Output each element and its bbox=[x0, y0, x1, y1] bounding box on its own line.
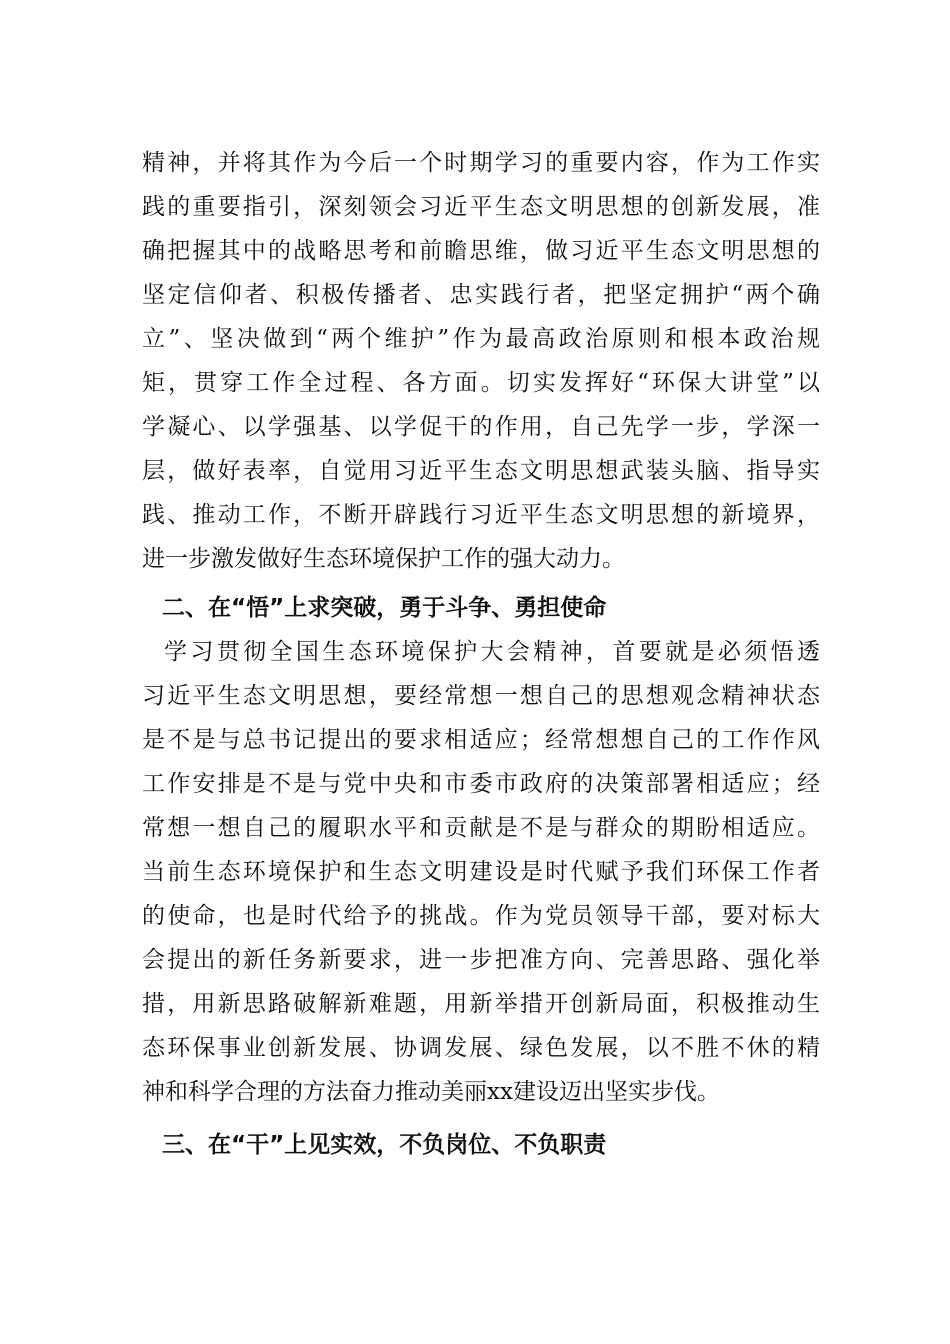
text-line: 精神，并将其作为今后一个时期学习的重要内容，作为工作实 bbox=[142, 150, 820, 176]
text-line: 践、推动工作，不断开辟践行习近平生态文明思想的新境界， bbox=[142, 502, 820, 528]
text-line: 措，用新思路破解新难题，用新举措开创新局面，积极推动生 bbox=[142, 991, 820, 1017]
text-line: 工作安排是不是与党中央和市委市政府的决策部署相适应；经 bbox=[142, 771, 820, 797]
section-heading-2: 二、在“悟”上求突破，勇于斗争、勇担使命 bbox=[162, 595, 607, 621]
text-line: 常想一想自己的履职水平和贡献是不是与群众的期盼相适应。 bbox=[142, 815, 820, 841]
text-line: 确把握其中的战略思考和前瞻思维，做习近平生态文明思想的 bbox=[142, 238, 820, 264]
document-page bbox=[142, 141, 820, 1167]
text-line: 习近平生态文明思想，要经常想一想自己的思想观念精神状态 bbox=[142, 683, 820, 709]
text-line: 坚定信仰者、积极传播者、忠实践行者，把坚定拥护“两个确 bbox=[142, 282, 820, 308]
text-line: 层，做好表率，自觉用习近平生态文明思想武装头脑、指导实 bbox=[142, 458, 820, 484]
paragraph-1 bbox=[142, 141, 820, 581]
text-line: 践的重要指引，深刻领会习近平生态文明思想的创新发展，准 bbox=[142, 194, 820, 220]
text-line: 学凝心、以学强基、以学促干的作用，自己先学一步，学深一 bbox=[142, 414, 820, 440]
text-line: 学习贯彻全国生态环境保护大会精神，首要就是必须悟透 bbox=[164, 639, 820, 665]
text-line: 立”、坚决做到“两个维护”作为最高政治原则和根本政治规 bbox=[142, 326, 820, 352]
text-line: 会提出的新任务新要求，进一步把准方向、完善思路、强化举 bbox=[142, 947, 820, 973]
paragraph-2 bbox=[142, 630, 820, 1114]
text-line: 的使命，也是时代给予的挑战。作为党员领导干部，要对标大 bbox=[142, 903, 820, 929]
section-heading-3: 三、在“干”上见实效，不负岗位、不负职责 bbox=[162, 1132, 607, 1158]
text-line: 矩，贯穿工作全过程、各方面。切实发挥好“环保大讲堂”以 bbox=[142, 370, 820, 396]
text-line: 态环保事业创新发展、协调发展、绿色发展，以不胜不休的精 bbox=[142, 1035, 820, 1061]
text-line: 是不是与总书记提出的要求相适应；经常想想自己的工作作风 bbox=[142, 727, 820, 753]
text-line: 进一步激发做好生态环境保护工作的强大动力。 bbox=[142, 546, 625, 572]
text-line: 当前生态环境保护和生态文明建设是时代赋予我们环保工作者 bbox=[142, 859, 820, 885]
text-line: 神和科学合理的方法奋力推动美丽xx建设迈出坚实步伐。 bbox=[142, 1079, 720, 1105]
